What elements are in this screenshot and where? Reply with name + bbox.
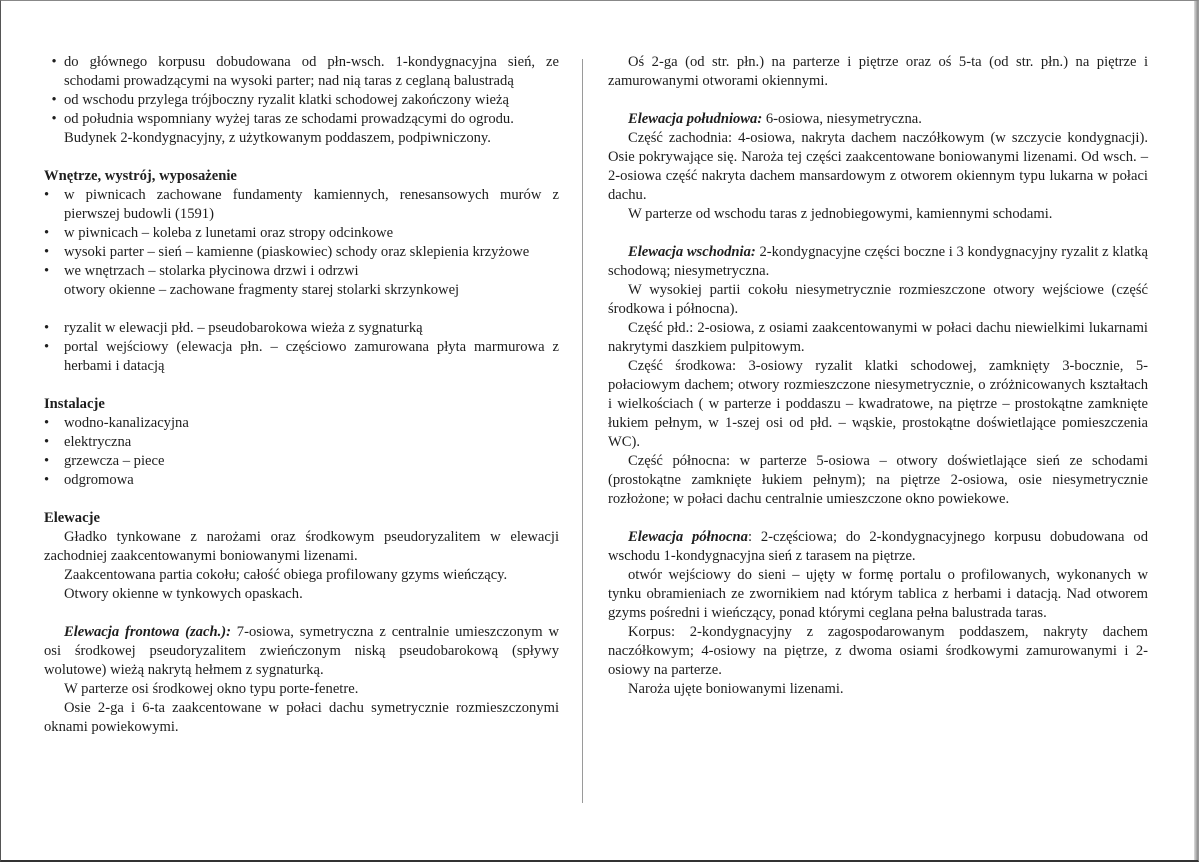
installation-item: • grzewcza – piece xyxy=(44,452,559,471)
north-elevation-text: : 2-częściowa; do 2-kondygnacyjnego korpusu dobudowana od wschodu 1-kondygnacyjna sień z tarasem na piętrze. xyxy=(608,529,1148,564)
intro-bullet: • od wschodu przylega trójboczny ryzalit klatki schodowej zakończony wieżą xyxy=(44,91,559,110)
axes-note: Oś 2-ga (od str. płn.) na parterze i piętrze oraz oś 5-ta (od str. płn.) na piętrze i zamurowanymi otworami okiennymi. xyxy=(608,54,1148,89)
front-elevation-paragraph xyxy=(44,623,559,680)
elevations-paragraph: Otwory okienne w tynkowych opaskach. xyxy=(64,586,303,602)
east-elevation-paragraph: Część płd.: 2-osiowa, z osiami zaakcentowanymi w połaci dachu niewielkimi lukarnami nakrytymi daszkiem pulpitowym. xyxy=(608,320,1148,355)
east-elevation-paragraph: Część północna: w parterze 5-osiowa – otwory doświetlające sień ze schodami (prostokątne zamknięte łukiem pełnym); na piętrze 2-osiowa, osie niesymetrycznie rozłożone; w połaci dachu centralnie umieszczone okno powiekowe. xyxy=(608,453,1148,507)
page-edge-shadow xyxy=(1194,1,1198,860)
installations-heading: Instalacje xyxy=(44,396,105,412)
column-divider xyxy=(582,59,583,803)
south-elevation-text: 6-osiowa, niesymetryczna. xyxy=(762,111,922,127)
east-elevation-label: Elewacja wschodnia: xyxy=(628,244,756,260)
interior-item: • w piwnicach zachowane fundamenty kamiennych, renesansowych murów z pierwszej budowli (1591) xyxy=(44,186,559,224)
north-elevation-paragraph: Korpus: 2-kondygnacyjny z zagospodarowanym poddaszem, nakryty dachem naczółkowym; 4-osiowy na piętrze, z dwoma osiami środkowymi zamurowanymi i 2-osiowy na parterze. xyxy=(608,624,1148,678)
elevations-paragraph: Gładko tynkowane z narożami oraz środkowym pseudoryzalitem w elewacji zachodniej zaakcentowanymi boniowanymi lizenami. xyxy=(44,529,559,564)
east-elevation-paragraph: W wysokiej partii cokołu niesymetrycznie rozmieszczone otwory wejściowe (część środkowa i północna). xyxy=(608,282,1148,317)
interior-item: • we wnętrzach – stolarka płycinowa drzwi i odrzwi xyxy=(44,262,559,281)
left-column xyxy=(44,53,559,737)
south-elevation-paragraph xyxy=(608,110,1148,129)
front-elevation-paragraph: Osie 2-ga i 6-ta zaakcentowane w połaci dachu symetrycznie rozmieszczonymi oknami powiekowymi. xyxy=(44,700,559,735)
south-elevation-paragraph: Część zachodnia: 4-osiowa, nakryta dachem naczółkowym (w szczycie kondygnacji). Osie pokrywające się. Naroża tej części zaakcentowane boniowanymi lizenami. Od wsch. – 2-osiowa część nakryta dachem mansardowym z otworem okiennym typu lukarna w połaci dachu. xyxy=(608,130,1148,203)
south-elevation-label: Elewacja południowa: xyxy=(628,111,763,127)
front-elevation-paragraph: W parterze osi środkowej okno typu porte-fenetre. xyxy=(64,681,359,697)
interior-heading: Wnętrze, wystrój, wyposażenie xyxy=(44,168,237,184)
installation-item: • wodno-kanalizacyjna xyxy=(44,414,559,433)
front-elevation-label: Elewacja frontowa (zach.): xyxy=(64,624,231,640)
interior-item: • w piwnicach – koleba z lunetami oraz stropy odcinkowe xyxy=(44,224,559,243)
right-column xyxy=(608,53,1148,699)
interior-item: • ryzalit w elewacji płd. – pseudobarokowa wieża z sygnaturką xyxy=(44,319,559,338)
east-elevation-paragraph xyxy=(608,243,1148,281)
north-elevation-paragraph: otwór wejściowy do sieni – ujęty w formę portalu o profilowanych, wykonanych w tynku obramieniach ze zwornikiem nad którym tablica z herbami i datacją. Nad otworem gzyms pośredni i wieńczący, ponad którymi ceglana pełna balustrada taras. xyxy=(608,567,1148,621)
front-elevation-text: 7-osiowa, symetryczna z centralnie umieszczonym w osi środkowej pseudoryzalitem zwieńczonym niską pseudobarokową (spływy wolutowe) wieżą nakrytą hełmem z sygnaturką. xyxy=(44,624,559,678)
interior-item: • wysoki parter – sień – kamienne (piaskowiec) schody oraz sklepienia krzyżowe xyxy=(44,243,559,262)
installation-item: • elektryczna xyxy=(44,433,559,452)
elevations-paragraph: Zaakcentowana partia cokołu; całość obiega profilowany gzyms wieńczący. xyxy=(64,567,508,583)
intro-bullet: • do głównego korpusu dobudowana od płn-wsch. 1-kondygnacyjna sień, ze schodami prowadzącymi na wysoki parter; nad nią taras z ceglaną balustradą xyxy=(44,53,559,91)
north-elevation-paragraph xyxy=(608,528,1148,566)
east-elevation-paragraph: Część środkowa: 3-osiowy ryzalit klatki schodowej, zamknięty 3-bocznie, 5-połaciowym dachem; otwory rozmieszczone niesymetrycznie, o zróżnicowanych kształtach i wielkościach ( w parterze i poddaszu – kwadratowe, na piętrze – prostokątne zamknięte łukiem pełnym, w 1-szej osi od płd. – wąskie, prostokątne doświetlające pomieszczenia WC). xyxy=(608,358,1148,450)
building-summary: Budynek 2-kondygnacyjny, z użytkowanym poddaszem, podpiwniczony. xyxy=(64,130,491,146)
north-elevation-label: Elewacja północna xyxy=(628,529,748,545)
north-elevation-paragraph: Naroża ujęte boniowanymi lizenami. xyxy=(628,681,844,697)
elevations-heading: Elewacje xyxy=(44,510,100,526)
interior-item-continuation: otwory okienne – zachowane fragmenty starej stolarki skrzynkowej xyxy=(64,282,460,298)
south-elevation-paragraph: W parterze od wschodu taras z jednobiegowymi, kamiennymi schodami. xyxy=(628,206,1053,222)
installation-item: • odgromowa xyxy=(44,471,559,490)
intro-bullet: • od południa wspomniany wyżej taras ze schodami prowadzącymi do ogrodu. xyxy=(44,110,559,129)
east-elevation-text: 2-kondygnacyjne części boczne i 3 kondygnacyjny ryzalit z klatką schodową; niesymetryczna. xyxy=(608,244,1149,279)
interior-item: • portal wejściowy (elewacja płn. – częściowo zamurowana płyta marmurowa z herbami i datacją xyxy=(44,338,559,376)
